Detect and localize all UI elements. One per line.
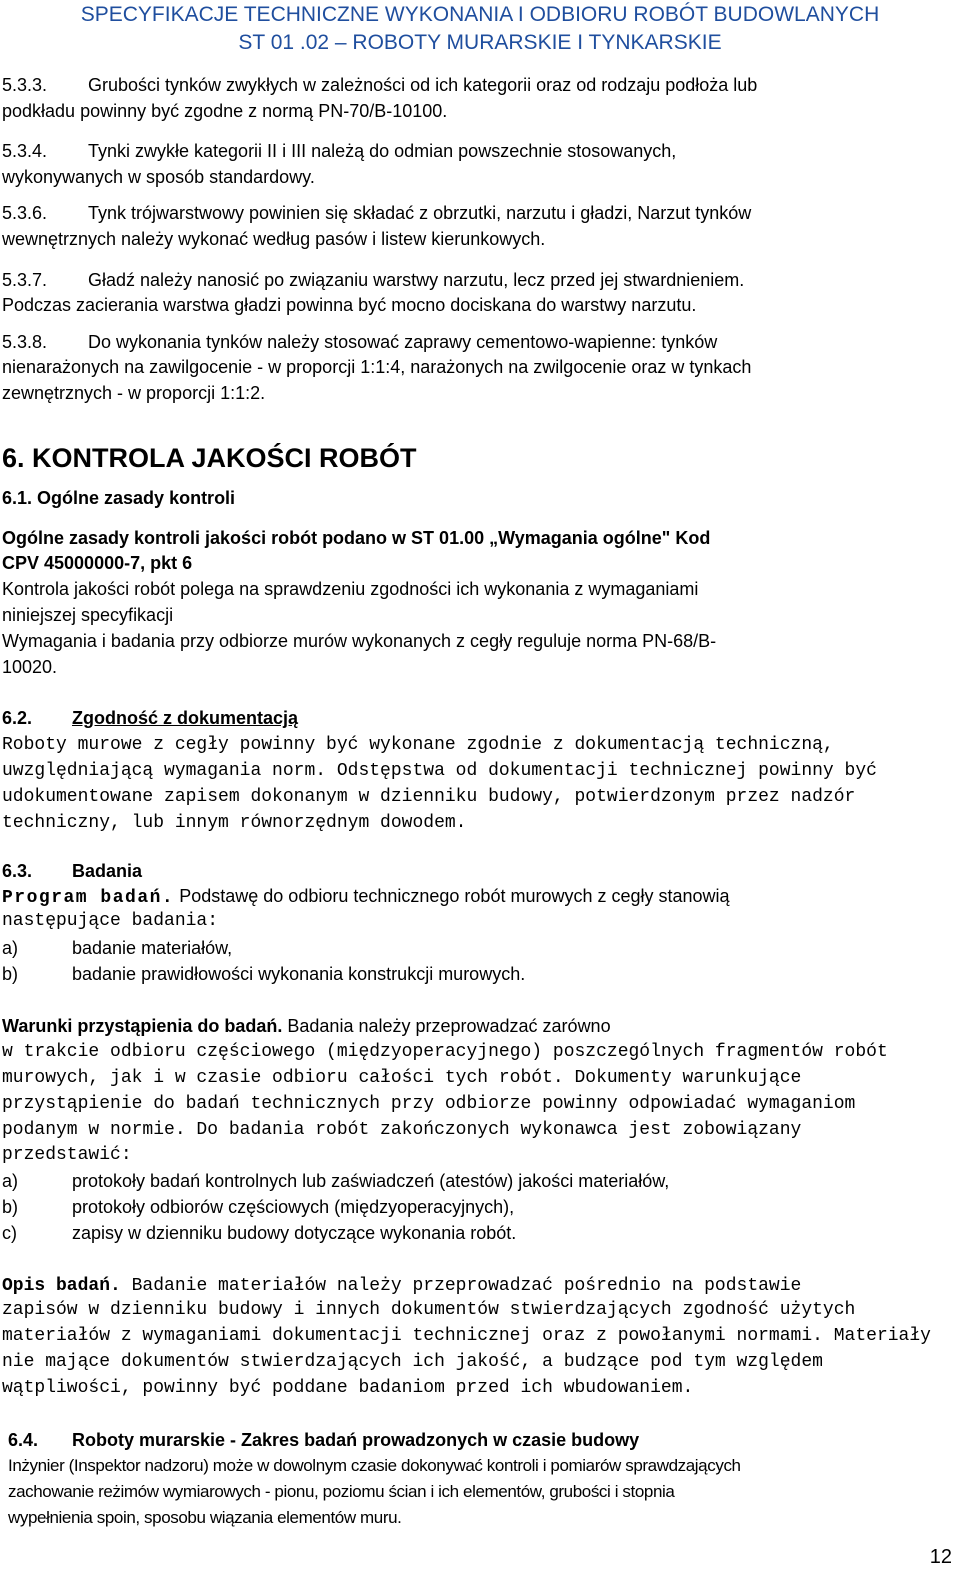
paragraph-line: Do wykonania tynków należy stosować zaprawy cementowo-wapienne: tynków [88,332,718,352]
list-item [2,964,525,985]
paragraph-line: materiałów z wymaganiami dokumentacji technicznej oraz z powołanymi normami. Materiały [2,1326,931,1346]
section-number: 6.2. [2,708,33,728]
paragraph-line: Podczas zacierania warstwa gładzi powinna być mocno dociskana do warstwy narzutu. [2,295,697,315]
paragraph-line: wykonywanych w sposób standardowy. [2,167,315,187]
paragraph-line: Gładź należy nanosić po związaniu warstwy narzutu, lecz przed jej stwardnieniem. [88,270,745,290]
paragraph-line: Wymagania i badania przy odbiorze murów wykonanych z cegły reguluje norma PN-68/B- [2,631,717,651]
opis-badan-label: Opis badań. [2,1276,121,1296]
paragraph-line: Kontrola jakości robót polega na sprawdzeniu zgodności ich wykonania z wymaganiami [2,579,699,599]
paragraph-number: 5.3.3. [2,75,48,95]
paragraph-line: uwzględniającą wymagania norm. Odstępstwa od dokumentacji technicznej powinny być [2,761,877,781]
paragraph-line: Ogólne zasady kontroli jakości robót podano w ST 01.00 „Wymagania ogólne" Kod [2,528,711,548]
paragraph-line: Inżynier (Inspektor nadzoru) może w dowolnym czasie dokonywać kontroli i pomiarów sprawdzających [8,1456,741,1475]
paragraph-number: 5.3.8. [2,332,48,352]
paragraph-line: Tynki zwykłe kategorii II i III należą do odmian powszechnie stosowanych, [88,141,677,161]
paragraph-line: Grubości tynków zwykłych w zależności od ich kategorii oraz od rodzaju podłoża lub [88,75,758,95]
section-heading-6-4 [8,1430,639,1451]
section-heading-6-2 [2,708,298,729]
paragraph-line: Badanie materiałów należy przeprowadzać pośrednio na podstawie [120,1276,802,1296]
paragraph-line: przystąpienie do badań technicznych przy odbiorze powinny odpowiadać wymaganiom [2,1094,856,1114]
list-item-text: protokoły badań kontrolnych lub zaświadczeń (atestów) jakości materiałów, [72,1171,670,1191]
paragraph-5-3-3 [2,75,757,96]
paragraph-line: nie mające dokumentów stwierdzających ich jakość, a budzące pod tym względem [2,1352,823,1372]
section-title: Zgodność z dokumentacją [72,708,299,728]
paragraph-line: niniejszej specyfikacji [2,605,174,625]
paragraph-line: 10020. [2,657,58,677]
paragraph-line: podanym w normie. Do badania robót zakończonych wykonawca jest zobowiązany [2,1120,802,1140]
page-number: 12 [929,1546,952,1568]
paragraph-number: 5.3.7. [2,270,48,290]
list-item [2,1223,516,1244]
warunki-paragraph [2,1016,611,1037]
list-item-text: badanie prawidłowości wykonania konstrukcji murowych. [72,964,526,984]
paragraph-number: 5.3.4. [2,141,48,161]
list-item [2,1197,514,1218]
paragraph-line: zachowanie reżimów wymiarowych - pionu, poziomu ścian i ich elementów, grubości i stopnia [8,1482,675,1501]
paragraph-line: następujące badania: [2,911,219,931]
paragraph-line: w trakcie odbioru częściowego (międzyoperacyjnego) poszczególnych fragmentów robót [2,1042,888,1062]
paragraph-5-3-8 [2,332,717,353]
list-marker: a) [2,1171,19,1191]
paragraph-5-3-6 [2,203,751,224]
list-marker: c) [2,1223,17,1243]
paragraph-line: wypełnienia spoin, sposobu wiązania elementów muru. [8,1508,402,1527]
section-title: Roboty murarskie - Zakres badań prowadzonych w czasie budowy [72,1430,640,1450]
paragraph-line: zapisów w dzienniku budowy i innych dokumentów stwierdzających zgodność użytych [2,1300,856,1320]
program-badan-label: Program badań. [2,888,175,908]
paragraph-number: 5.3.6. [2,203,48,223]
paragraph-5-3-7 [2,270,744,291]
paragraph-line: wewnętrznych należy wykonać według pasów i listew kierunkowych. [2,229,546,249]
paragraph-line: wątpliwości, powinny być poddane badaniom przed ich wbudowaniem. [2,1378,694,1398]
section-heading-6-3 [2,861,142,882]
list-item-text: badanie materiałów, [72,938,233,958]
paragraph-line: zewnętrznych - w proporcji 1:1:2. [2,383,266,403]
program-badan-paragraph [2,886,730,908]
section-title: Badania [72,861,143,881]
list-item [2,1171,669,1192]
paragraph-line: udokumentowane zapisem dokonanym w dzienniku budowy, potwierdzonym przez nadzór [2,787,856,807]
paragraph-line: murowych, jak i w czasie odbioru całości tych robót. Dokumenty warunkujące [2,1068,802,1088]
paragraph-line: techniczny, lub innym równorzędnym dowodem. [2,813,467,833]
paragraph-line: Roboty murowe z cegły powinny być wykonane zgodnie z dokumentacją techniczną, [2,735,834,755]
paragraph-line: przedstawić: [2,1145,132,1165]
header-title: SPECYFIKACJE TECHNICZNE WYKONANIA I ODBIORU ROBÓT BUDOWLANYCH [80,3,880,26]
paragraph-line: Tynk trójwarstwowy powinien się składać z obrzutki, narzutu i gładzi, Narzut tynków [88,203,752,223]
paragraph-5-3-4 [2,141,676,162]
paragraph-line: Badania należy przeprowadzać zarówno [282,1016,611,1036]
list-item-text: zapisy w dzienniku budowy dotyczące wykonania robót. [72,1223,517,1243]
list-marker: a) [2,938,19,958]
section-heading-6-1: 6.1. Ogólne zasady kontroli [2,488,236,508]
paragraph-line: Podstawę do odbioru technicznego robót murowych z cegły stanowią [174,886,730,906]
paragraph-line: podkładu powinny być zgodne z normą PN-70/B-10100. [2,101,448,121]
section-number: 6.4. [8,1430,39,1450]
paragraph-line: nienarażonych na zawilgocenie - w proporcji 1:1:4, narażonych na zwilgocenie oraz w tynkach [2,357,752,377]
opis-badan-paragraph [2,1274,801,1296]
section-heading-6: 6. KONTROLA JAKOŚCI ROBÓT [2,443,417,473]
paragraph-line: CPV 45000000-7, pkt 6 [2,553,193,573]
list-marker: b) [2,964,19,984]
section-number: 6.3. [2,861,33,881]
warunki-label: Warunki przystąpienia do badań. [2,1016,283,1036]
list-item-text: protokoły odbiorów częściowych (międzyoperacyjnych), [72,1197,515,1217]
list-item [2,938,232,959]
list-marker: b) [2,1197,19,1217]
header-subtitle: ST 01 .02 – ROBOTY MURARSKIE I TYNKARSKIE [238,31,722,54]
